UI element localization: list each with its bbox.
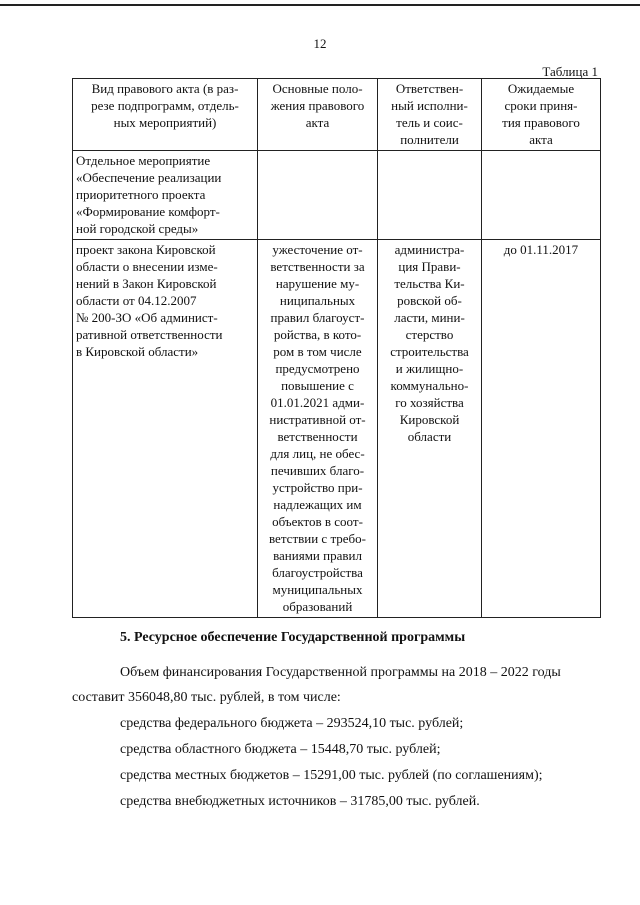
cell-text-line: ветствии с требо- <box>269 531 366 546</box>
cell-text-line: тельства Ки- <box>394 276 465 291</box>
cell-text-line: ужесточение от- <box>272 242 363 257</box>
cell-text-line: нений в Закон Кировской <box>76 276 217 291</box>
cell-text-line: ветственности <box>277 429 358 444</box>
top-border-line <box>0 4 640 6</box>
cell-text-line: надлежащих им <box>273 497 362 512</box>
cell-text-line: сроки приня- <box>504 98 578 113</box>
cell-text-line: правил благоуст- <box>270 310 365 325</box>
funding-item: средства областного бюджета – 15448,70 тыс. рублей; <box>120 742 441 757</box>
cell-text-line: резе подпрограмм, отдель- <box>91 98 239 113</box>
table-row <box>73 240 601 618</box>
header-deadline <box>482 79 601 151</box>
cell-text-line: повышение с <box>281 378 354 393</box>
cell-text-line: тия правового <box>502 115 580 130</box>
table-row <box>73 151 601 240</box>
cell-text-line: Вид правового акта (в раз- <box>91 81 239 96</box>
cell-text-line: проект закона Кировской <box>76 242 216 257</box>
cell-text-line: «Формирование комфорт- <box>76 204 220 219</box>
cell-text-line: «Обеспечение реализации <box>76 170 222 185</box>
cell-text-line: № 200-ЗО «Об админист- <box>76 310 218 325</box>
cell-text-line: ный исполни- <box>391 98 468 113</box>
empty-cell <box>482 151 601 240</box>
cell-text-line: Кировской <box>399 412 460 427</box>
cell-text-line: нарушение му- <box>275 276 360 291</box>
cell-text-line: приоритетного проекта <box>76 187 206 202</box>
cell-text-line: благоустройства <box>272 565 363 580</box>
cell-text-line: ной городской среды» <box>76 221 199 236</box>
cell-text-line: ных мероприятий) <box>113 115 217 130</box>
cell-text-line: предусмотрено <box>275 361 360 376</box>
cell-text-line: ласти, мини- <box>394 310 465 325</box>
header-executors <box>378 79 482 151</box>
cell-text-line: печивших благо- <box>270 463 365 478</box>
cell-text-line: ром в том числе <box>273 344 362 359</box>
cell-text-line: администра- <box>394 242 465 257</box>
cell-text-line: образований <box>282 599 353 614</box>
funding-item: средства федерального бюджета – 293524,10 тыс. рублей; <box>120 716 464 731</box>
cell-text-line: области <box>407 429 452 444</box>
cell-text-line: для лиц, не обес- <box>270 446 365 461</box>
cell-text-line: тель и соис- <box>396 115 463 130</box>
cell-text-line: ративной ответственности <box>76 327 223 342</box>
empty-cell <box>258 151 378 240</box>
funding-item: средства внебюджетных источников – 31785,00 тыс. рублей. <box>120 794 480 809</box>
cell-text-line: строительства <box>390 344 469 359</box>
cell-text-line: объектов в соот- <box>272 514 363 529</box>
cell-text-line: ция Прави- <box>398 259 461 274</box>
funding-item: средства местных бюджетов – 15291,00 тыс. рублей (по соглашениям); <box>120 768 543 783</box>
section-row-cell <box>73 151 258 240</box>
cell-text-line: Основные поло- <box>272 81 363 96</box>
deadline-cell <box>482 240 601 618</box>
legal-acts-table <box>72 78 601 618</box>
page-number: 12 <box>313 36 327 51</box>
paragraph-line-2: составит 356048,80 тыс. рублей, в том числе: <box>72 690 341 705</box>
header-act-type <box>73 79 258 151</box>
cell-text-line: области о внесении изме- <box>76 259 218 274</box>
cell-text-line: акта <box>305 115 330 130</box>
cell-text-line: муниципальных <box>272 582 363 597</box>
cell-text-line: го хозяйства <box>395 395 464 410</box>
cell-text-line: 01.01.2021 адми- <box>270 395 365 410</box>
table-header-row <box>73 79 601 151</box>
cell-text-line: Ответствен- <box>395 81 464 96</box>
cell-text-line: ваниями правил <box>273 548 362 563</box>
cell-text-line: акта <box>529 132 553 147</box>
cell-text-line: до 01.11.2017 <box>503 242 579 257</box>
cell-text-line: коммунально- <box>390 378 469 393</box>
cell-text-line: устройство при- <box>272 480 363 495</box>
section-heading: 5. Ресурсное обеспечение Государственной программы <box>120 630 466 645</box>
cell-text-line: ветственности за <box>270 259 365 274</box>
act-type-cell <box>73 240 258 618</box>
cell-text-line: в Кировской области» <box>76 344 199 359</box>
provisions-cell <box>258 240 378 618</box>
cell-text-line: жения правового <box>270 98 365 113</box>
header-provisions <box>258 79 378 151</box>
cell-text-line: полнители <box>400 132 459 147</box>
executors-cell <box>378 240 482 618</box>
table-label: Таблица 1 <box>542 64 598 79</box>
cell-text-line: Отдельное мероприятие <box>76 153 211 168</box>
cell-text-line: Ожидаемые <box>507 81 575 96</box>
paragraph-line-1: Объем финансирования Государственной программы на 2018 – 2022 годы <box>120 665 561 680</box>
cell-text-line: стерство <box>405 327 454 342</box>
cell-text-line: нистративной от- <box>269 412 366 427</box>
cell-text-line: ниципальных <box>279 293 356 308</box>
cell-text-line: ройства, в кото- <box>273 327 362 342</box>
cell-text-line: ровской об- <box>397 293 462 308</box>
cell-text-line: области от 04.12.2007 <box>76 293 197 308</box>
empty-cell <box>378 151 482 240</box>
cell-text-line: и жилищно- <box>395 361 464 376</box>
